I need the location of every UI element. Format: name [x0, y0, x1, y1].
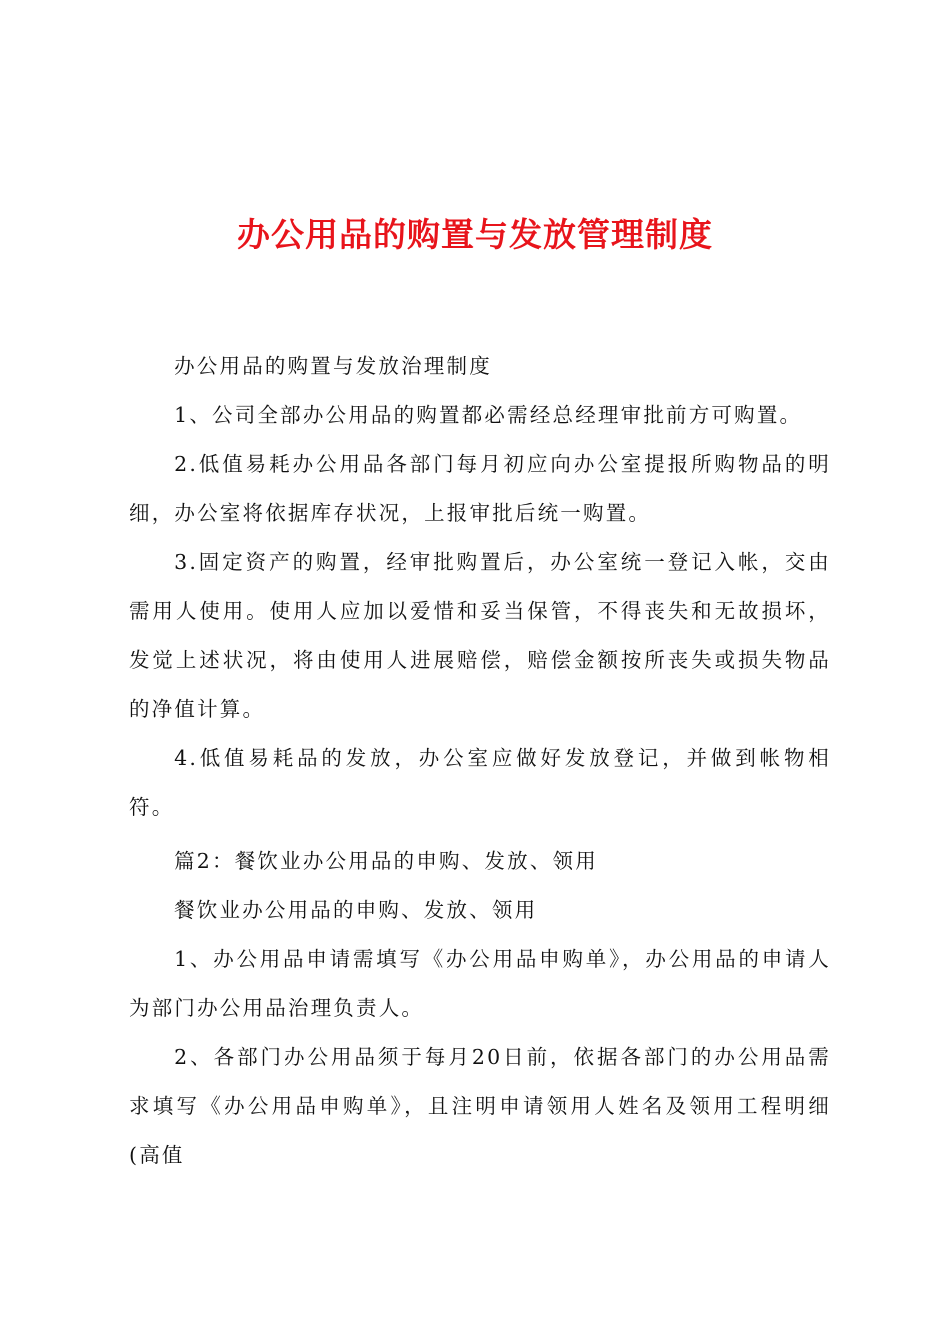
section-1-heading: 办公用品的购置与发放治理制度 — [174, 354, 492, 378]
section-1-paragraph-4: 4.低值易耗品的发放，办公室应做好发放登记，并做到帐物相符。 — [129, 746, 831, 819]
section-1-paragraph-3: 3.固定资产的购置，经审批购置后，办公室统一登记入帐，交由需用人使用。使用人应加以爱惜和妥当保管，不得丧失和无故损坏，发觉上述状况，将由使用人进展赔偿，赔偿金额按所丧失或损失物品的净值计算。 — [129, 550, 831, 721]
section-2-paragraph-1: 1、办公用品申请需填写《办公用品申购单》，办公用品的申请人为部门办公用品治理负责人。 — [129, 947, 831, 1020]
section-1-paragraph-1: 1、公司全部办公用品的购置都必需经总经理审批前方可购置。 — [174, 403, 803, 427]
section-2-subheading: 餐饮业办公用品的申购、发放、领用 — [174, 898, 538, 922]
section-1 — [129, 342, 831, 832]
document-title: 办公用品的购置与发放管理制度 — [237, 215, 713, 254]
section-2-paragraph-2: 2、各部门办公用品须于每月20日前，依据各部门的办公用品需求填写《办公用品申购单》，且注明申请领用人姓名及领用工程明细(高值 — [129, 1045, 831, 1167]
section-2 — [129, 837, 831, 1180]
section-1-paragraph-2: 2.低值易耗办公用品各部门每月初应向办公室提报所购物品的明细，办公室将依据库存状况，上报审批后统一购置。 — [129, 452, 831, 525]
section-2-heading: 篇2：餐饮业办公用品的申购、发放、领用 — [174, 849, 598, 873]
